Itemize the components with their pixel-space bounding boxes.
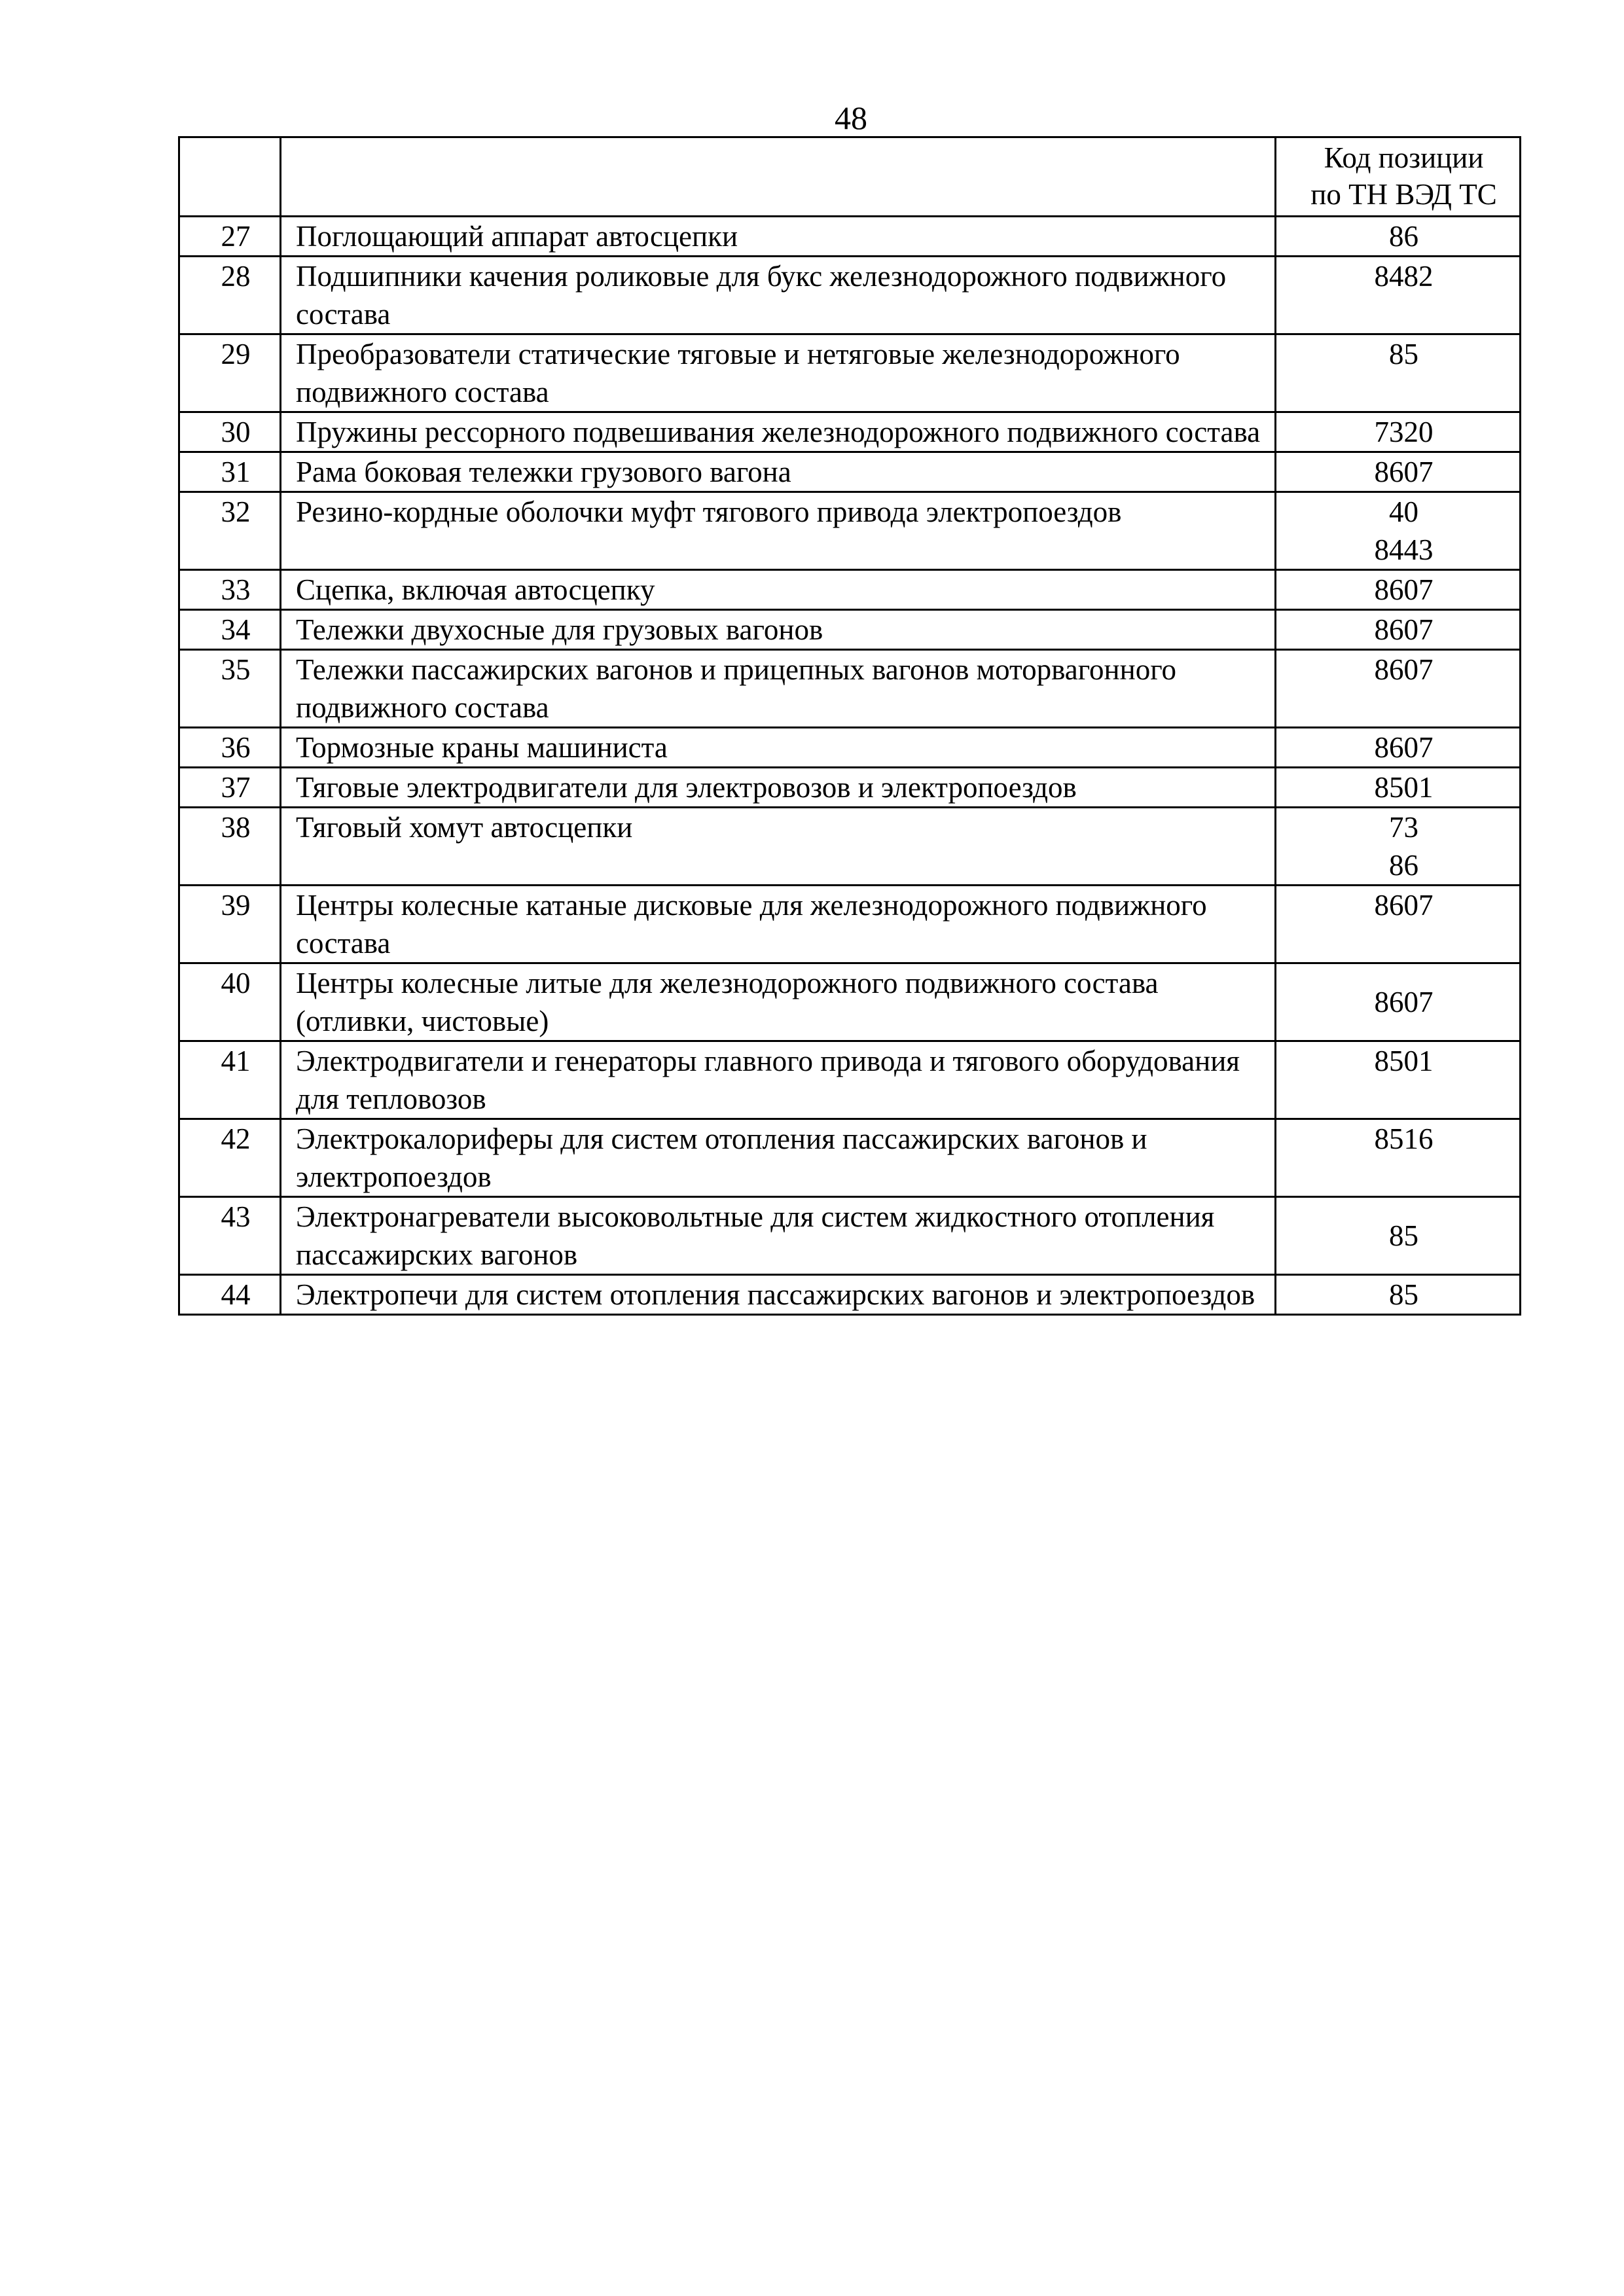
- row-code-cell: [1276, 1275, 1521, 1315]
- table-row: [179, 768, 1521, 808]
- row-code-cell: [1276, 452, 1521, 492]
- row-code-cell: [1276, 412, 1521, 452]
- hs-code: 86: [1389, 220, 1418, 253]
- row-number-cell: 33: [179, 570, 281, 610]
- table-row: [179, 217, 1521, 257]
- row-name-cell: Подшипники качения роликовые для букс железнодорожного подвижного состава: [281, 257, 1276, 334]
- row-name-cell: Пружины рессорного подвешивания железнодорожного подвижного состава: [281, 412, 1276, 452]
- row-code-cell: [1276, 570, 1521, 610]
- hs-code: 7320: [1374, 416, 1434, 448]
- row-number-cell: 39: [179, 886, 281, 963]
- hs-code: 8607: [1374, 986, 1434, 1018]
- table-row: [179, 570, 1521, 610]
- row-code-cell: [1276, 886, 1521, 963]
- row-number-cell: 30: [179, 412, 281, 452]
- row-number-cell: 40: [179, 963, 281, 1041]
- table-row: [179, 452, 1521, 492]
- row-name-cell: Центры колесные литые для железнодорожного подвижного состава (отливки, чистовые): [281, 963, 1276, 1041]
- row-number-cell: 32: [179, 492, 281, 570]
- table-row: [179, 963, 1521, 1041]
- table-row: [179, 610, 1521, 650]
- hs-code: 85: [1389, 1219, 1418, 1252]
- hs-code: 8516: [1374, 1122, 1434, 1155]
- row-name-cell: Электропечи для систем отопления пассажирских вагонов и электропоездов: [281, 1275, 1276, 1315]
- row-code-cell: [1276, 768, 1521, 808]
- row-name-cell: Преобразователи статические тяговые и нетяговые железнодорожного подвижного состава: [281, 334, 1276, 412]
- row-number-cell: 41: [179, 1041, 281, 1119]
- table-row: [179, 1197, 1521, 1275]
- row-number-cell: 44: [179, 1275, 281, 1315]
- row-name-cell: Электрокалориферы для систем отопления пассажирских вагонов и электропоездов: [281, 1119, 1276, 1197]
- row-number-cell: 42: [179, 1119, 281, 1197]
- row-name-cell: Сцепка, включая автосцепку: [281, 570, 1276, 610]
- table-header-row: [179, 137, 1521, 217]
- table-row: [179, 808, 1521, 886]
- row-code-cell: [1276, 257, 1521, 334]
- hs-code: 8501: [1374, 1045, 1434, 1077]
- hs-code: 85: [1389, 1278, 1418, 1311]
- product-code-table: [178, 136, 1521, 1316]
- header-code-cell: [1276, 137, 1521, 217]
- hs-code: 8607: [1374, 456, 1434, 488]
- hs-code: 40: [1389, 495, 1418, 528]
- table-row: [179, 1119, 1521, 1197]
- table-row: [179, 728, 1521, 768]
- table-row: [179, 1275, 1521, 1315]
- header-name-cell: [281, 137, 1276, 217]
- hs-code: 8607: [1374, 573, 1434, 606]
- row-name-cell: Поглощающий аппарат автосцепки: [281, 217, 1276, 257]
- table-body: [179, 217, 1521, 1315]
- row-name-cell: Центры колесные катаные дисковые для железнодорожного подвижного состава: [281, 886, 1276, 963]
- row-number-cell: 43: [179, 1197, 281, 1275]
- row-code-cell: [1276, 963, 1521, 1041]
- row-code-cell: [1276, 808, 1521, 886]
- row-name-cell: Электродвигатели и генераторы главного привода и тягового оборудования для тепловозов: [281, 1041, 1276, 1119]
- hs-code: 73: [1389, 811, 1418, 844]
- header-num-cell: [179, 137, 281, 217]
- header-code-line: Код позиции: [1324, 141, 1484, 174]
- hs-code: 8501: [1374, 771, 1434, 804]
- row-name-cell: Тяговые электродвигатели для электровозов и электропоездов: [281, 768, 1276, 808]
- row-name-cell: Тормозные краны машиниста: [281, 728, 1276, 768]
- row-code-cell: [1276, 1119, 1521, 1197]
- row-code-cell: [1276, 1041, 1521, 1119]
- row-number-cell: 35: [179, 650, 281, 728]
- table-row: [179, 1041, 1521, 1119]
- row-name-cell: Электронагреватели высоковольтные для систем жидкостного отопления пассажирских вагонов: [281, 1197, 1276, 1275]
- hs-code: 8443: [1374, 533, 1434, 566]
- row-code-cell: [1276, 334, 1521, 412]
- row-number-cell: 29: [179, 334, 281, 412]
- table-row: [179, 650, 1521, 728]
- table-row: [179, 886, 1521, 963]
- row-number-cell: 37: [179, 768, 281, 808]
- hs-code: 8607: [1374, 731, 1434, 764]
- row-number-cell: 36: [179, 728, 281, 768]
- row-number-cell: 28: [179, 257, 281, 334]
- hs-code: 8607: [1374, 613, 1434, 646]
- row-number-cell: 31: [179, 452, 281, 492]
- table-row: [179, 334, 1521, 412]
- hs-code: 8482: [1374, 260, 1434, 293]
- hs-code: 8607: [1374, 653, 1434, 686]
- row-name-cell: Тележки пассажирских вагонов и прицепных вагонов моторвагонного подвижного состава: [281, 650, 1276, 728]
- row-number-cell: 34: [179, 610, 281, 650]
- row-name-cell: Резино-кордные оболочки муфт тягового привода электропоездов: [281, 492, 1276, 570]
- table-row: [179, 257, 1521, 334]
- table-row: [179, 412, 1521, 452]
- hs-code: 86: [1389, 849, 1418, 882]
- row-number-cell: 38: [179, 808, 281, 886]
- table-row: [179, 492, 1521, 570]
- row-code-cell: [1276, 217, 1521, 257]
- row-code-cell: [1276, 728, 1521, 768]
- row-code-cell: [1276, 650, 1521, 728]
- hs-code: 8607: [1374, 889, 1434, 922]
- row-code-cell: [1276, 1197, 1521, 1275]
- row-name-cell: Тележки двухосные для грузовых вагонов: [281, 610, 1276, 650]
- row-name-cell: Рама боковая тележки грузового вагона: [281, 452, 1276, 492]
- header-code-line: по ТН ВЭД ТС: [1310, 178, 1497, 211]
- row-code-cell: [1276, 610, 1521, 650]
- hs-code: 85: [1389, 338, 1418, 370]
- row-name-cell: Тяговый хомут автосцепки: [281, 808, 1276, 886]
- page-number: 48: [835, 99, 867, 136]
- row-code-cell: [1276, 492, 1521, 570]
- row-number-cell: 27: [179, 217, 281, 257]
